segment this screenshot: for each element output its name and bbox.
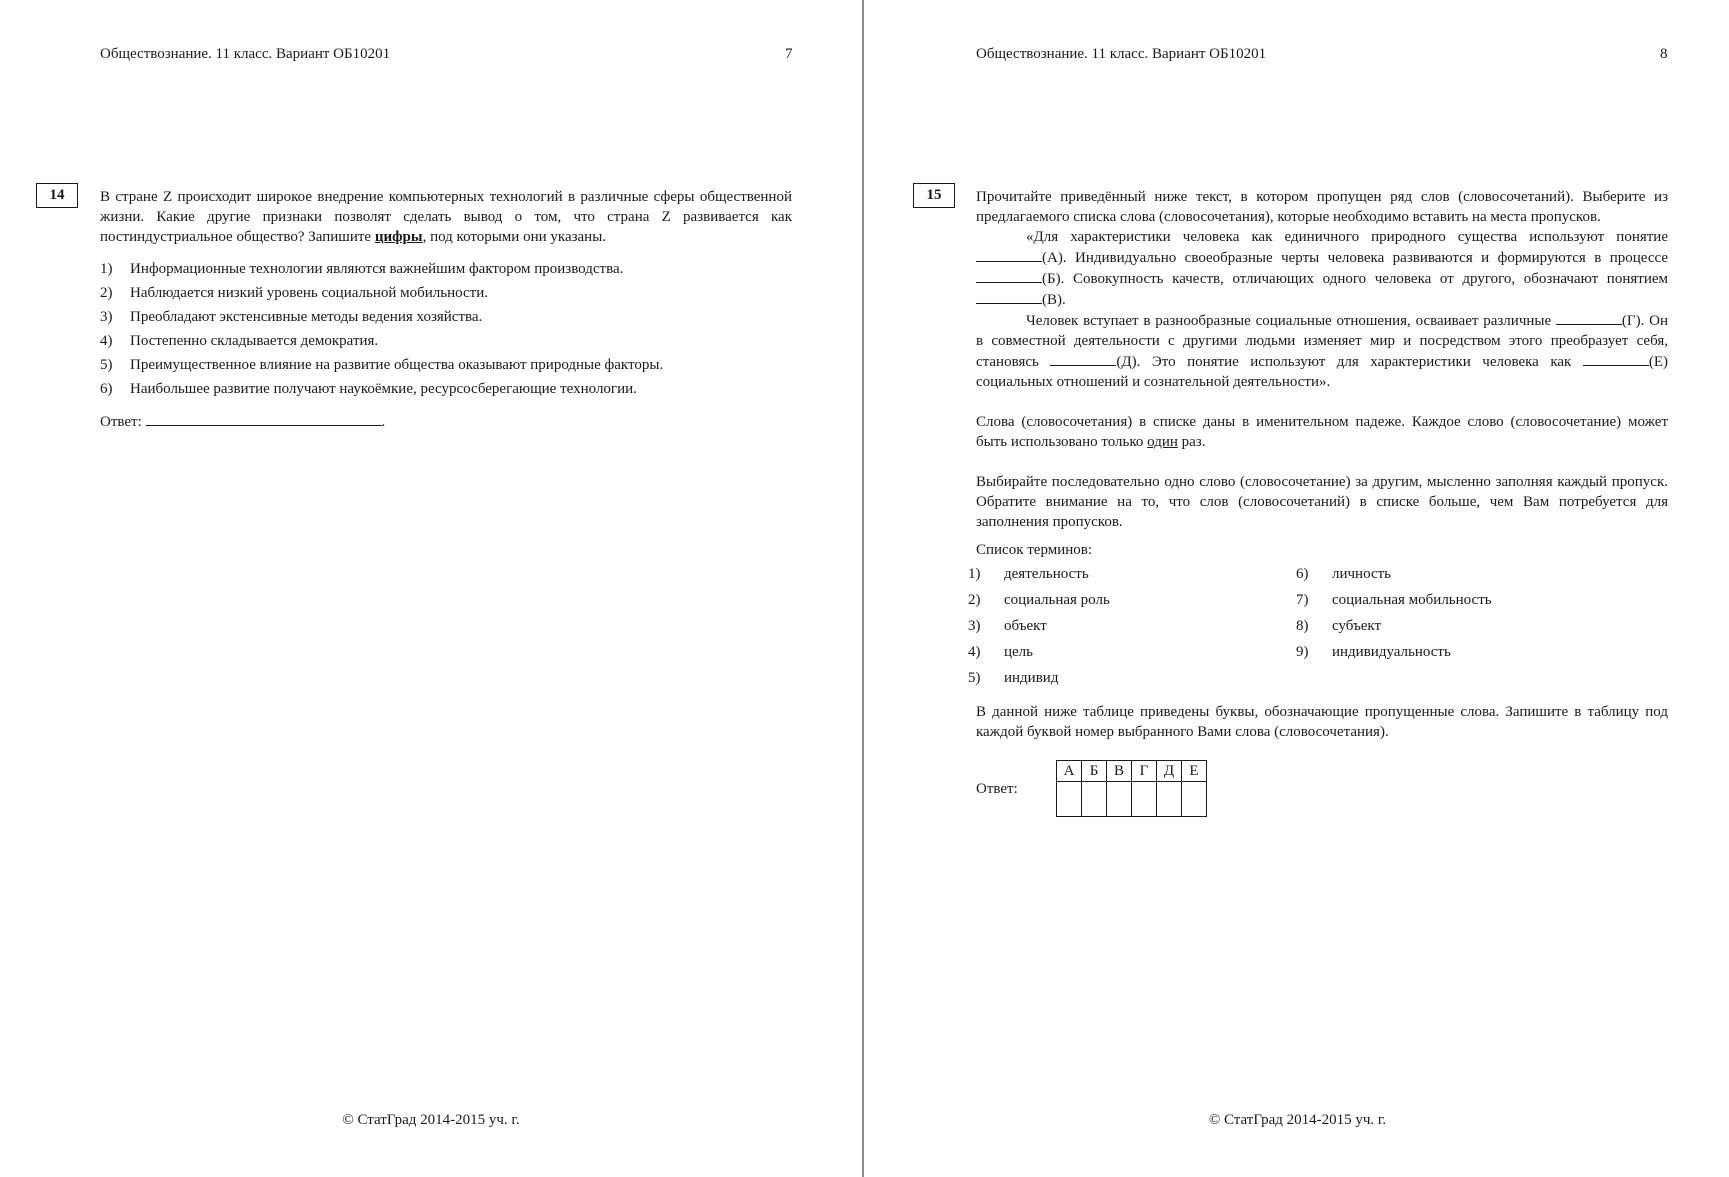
question-emphasis: цифры: [374, 229, 423, 245]
term-number: 1): [968, 566, 981, 582]
answer-cells-row: [1057, 782, 1207, 817]
letter-cell: А: [1057, 761, 1082, 782]
term-number: 8): [1296, 618, 1309, 634]
letter-cell: Г: [1132, 761, 1157, 782]
gap-a: [976, 247, 1042, 262]
answer-cell-e[interactable]: [1182, 782, 1207, 817]
option-text: Наибольшее развитие получают наукоёмкие, ресурсосберегающие технологии.: [130, 381, 637, 397]
option-number: 5): [100, 357, 113, 373]
term-item: [968, 564, 1296, 590]
term-number: 2): [968, 592, 981, 608]
table-instruction: В данной ниже таблице приведены буквы, обозначающие пропущенные слова. Запишите в таблицу под каждой буквой номер выбранного Вами слова (словосочетания).: [976, 704, 1668, 740]
gap-v: [976, 289, 1042, 304]
answer-row: [100, 411, 792, 432]
gap-b: [976, 268, 1042, 283]
term-text: социальная роль: [1004, 592, 1110, 608]
option-item: [100, 355, 792, 375]
passage-paragraph-1: [976, 227, 1668, 310]
option-number: 2): [100, 285, 113, 301]
term-text: индивидуальность: [1332, 644, 1451, 660]
passage-text: (Г). Он в совместной деятельности с другими людьми изменяет мир и посредством этого преобразует себя, становясь: [976, 313, 1668, 370]
option-item: [100, 307, 792, 327]
gap-e: [1583, 351, 1649, 366]
answer-label: Ответ:: [100, 414, 142, 430]
term-number: 6): [1296, 566, 1309, 582]
question-intro: Прочитайте приведённый ниже текст, в котором пропущен ряд слов (словосочетаний). Выберите из предлагаемого списка слова (словосочетания), которые необходимо вставить на места пропусков.: [976, 189, 1668, 225]
term-number: 7): [1296, 592, 1309, 608]
passage-text: (Е) социальных отношений и сознательной деятельности».: [976, 354, 1668, 390]
term-item: [1296, 616, 1656, 642]
term-item: [968, 616, 1296, 642]
term-item: [1296, 642, 1656, 668]
note-underlined: один: [1147, 434, 1178, 450]
question-number-box: 14: [36, 183, 78, 208]
option-item: [100, 379, 792, 399]
instruction-note-1: [976, 412, 1668, 452]
instruction-note-2: Выбирайте последовательно одно слово (словосочетание) за другим, мысленно заполняя каждый пропуск. Обратите внимание на то, что слов (словосочетаний) в списке больше, чем Вам потребуется для заполнения пропусков.: [976, 474, 1668, 530]
option-text: Постепенно складывается демократия.: [130, 333, 379, 349]
term-text: объект: [1004, 618, 1047, 634]
passage-paragraph-2: [976, 310, 1668, 392]
question-number-box: 15: [913, 183, 955, 208]
term-number: 4): [968, 644, 981, 660]
term-item: [968, 642, 1296, 668]
page-footer: © СтатГрад 2014-2015 уч. г.: [1208, 1112, 1387, 1128]
option-item: [100, 283, 792, 303]
option-text: Преобладают экстенсивные методы ведения хозяйства.: [130, 309, 483, 325]
answer-end-dot: .: [381, 414, 386, 430]
question-15: [968, 187, 1668, 817]
option-number: 3): [100, 309, 113, 325]
passage-text: (Д). Это понятие используют для характеристики человека как: [1116, 354, 1583, 370]
term-text: субъект: [1332, 618, 1382, 634]
term-text: личность: [1332, 566, 1392, 582]
letter-cell: Б: [1082, 761, 1107, 782]
option-number: 4): [100, 333, 113, 349]
terms-title: Список терминов:: [976, 542, 1093, 558]
passage-text: (В).: [1042, 292, 1066, 308]
letter-cell: Е: [1182, 761, 1207, 782]
option-number: 1): [100, 261, 113, 277]
option-number: 6): [100, 381, 113, 397]
term-number: 5): [968, 670, 981, 686]
page-header: Обществознание. 11 класс. Вариант ОБ10201: [100, 46, 391, 62]
answer-cell-g[interactable]: [1132, 782, 1157, 817]
right-page: [866, 0, 1729, 1177]
option-text: Преимущественное влияние на развитие общества оказывают природные факторы.: [130, 357, 664, 373]
page-number: 8: [1660, 46, 1668, 62]
note-text: раз.: [1177, 434, 1206, 450]
letter-cell: В: [1107, 761, 1132, 782]
note-text: Слова (словосочетания) в списке даны в именительном падеже. Каждое слово (словосочетание) может быть использовано только: [976, 414, 1668, 450]
answer-field[interactable]: [146, 411, 382, 426]
answer-cell-b[interactable]: [1082, 782, 1107, 817]
letter-cell: Д: [1157, 761, 1182, 782]
answer-row: [976, 760, 1668, 817]
passage-text: (Б). Совокупность качеств, отличающих одного человека от другого, обозначают понятием: [1042, 271, 1668, 287]
page-header: Обществознание. 11 класс. Вариант ОБ10201: [976, 46, 1267, 62]
answer-cell-a[interactable]: [1057, 782, 1082, 817]
letters-row: [1057, 761, 1207, 782]
term-text: цель: [1004, 644, 1034, 660]
term-number: 9): [1296, 644, 1309, 660]
option-text: Информационные технологии являются важнейшим фактором производства.: [130, 261, 624, 277]
answer-cell-d[interactable]: [1157, 782, 1182, 817]
page-footer: © СтатГрад 2014-2015 уч. г.: [342, 1112, 520, 1128]
question-14: [100, 187, 792, 432]
question-text-part: , под которыми они указаны.: [422, 229, 607, 245]
term-text: индивид: [1004, 670, 1059, 686]
answer-cell-v[interactable]: [1107, 782, 1132, 817]
left-page: [0, 0, 862, 1177]
term-item: [1296, 590, 1656, 616]
options-list: [100, 259, 792, 399]
option-item: [100, 259, 792, 279]
gap-d: [1050, 351, 1116, 366]
page-divider: [862, 0, 864, 1177]
terms-list: [968, 564, 1668, 694]
option-text: Наблюдается низкий уровень социальной мобильности.: [130, 285, 489, 301]
passage-text: Человек вступает в разнообразные социальные отношения, осваивает различные: [1026, 313, 1556, 329]
answer-label: Ответ:: [976, 780, 1018, 797]
answer-table: [1056, 760, 1207, 817]
passage-text: «Для характеристики человека как единичного природного существа используют понятие: [1026, 229, 1668, 245]
option-item: [100, 331, 792, 351]
term-item: [968, 590, 1296, 616]
term-text: деятельность: [1004, 566, 1089, 582]
page-number: 7: [785, 46, 793, 62]
term-item: [968, 668, 1296, 694]
question-text-part: В стране Z происходит широкое внедрение компьютерных технологий в различные сферы общественной жизни. Какие другие признаки позволят сделать вывод о том, что страна Z развивается как постиндустриальное общество? Запишите: [100, 189, 792, 245]
term-number: 3): [968, 618, 981, 634]
gap-g: [1556, 310, 1622, 325]
passage-text: (А). Индивидуально своеобразные черты человека развиваются и формируются в процессе: [1042, 250, 1668, 266]
term-item: [1296, 564, 1656, 590]
term-text: социальная мобильность: [1332, 592, 1492, 608]
question-text: [100, 187, 792, 247]
